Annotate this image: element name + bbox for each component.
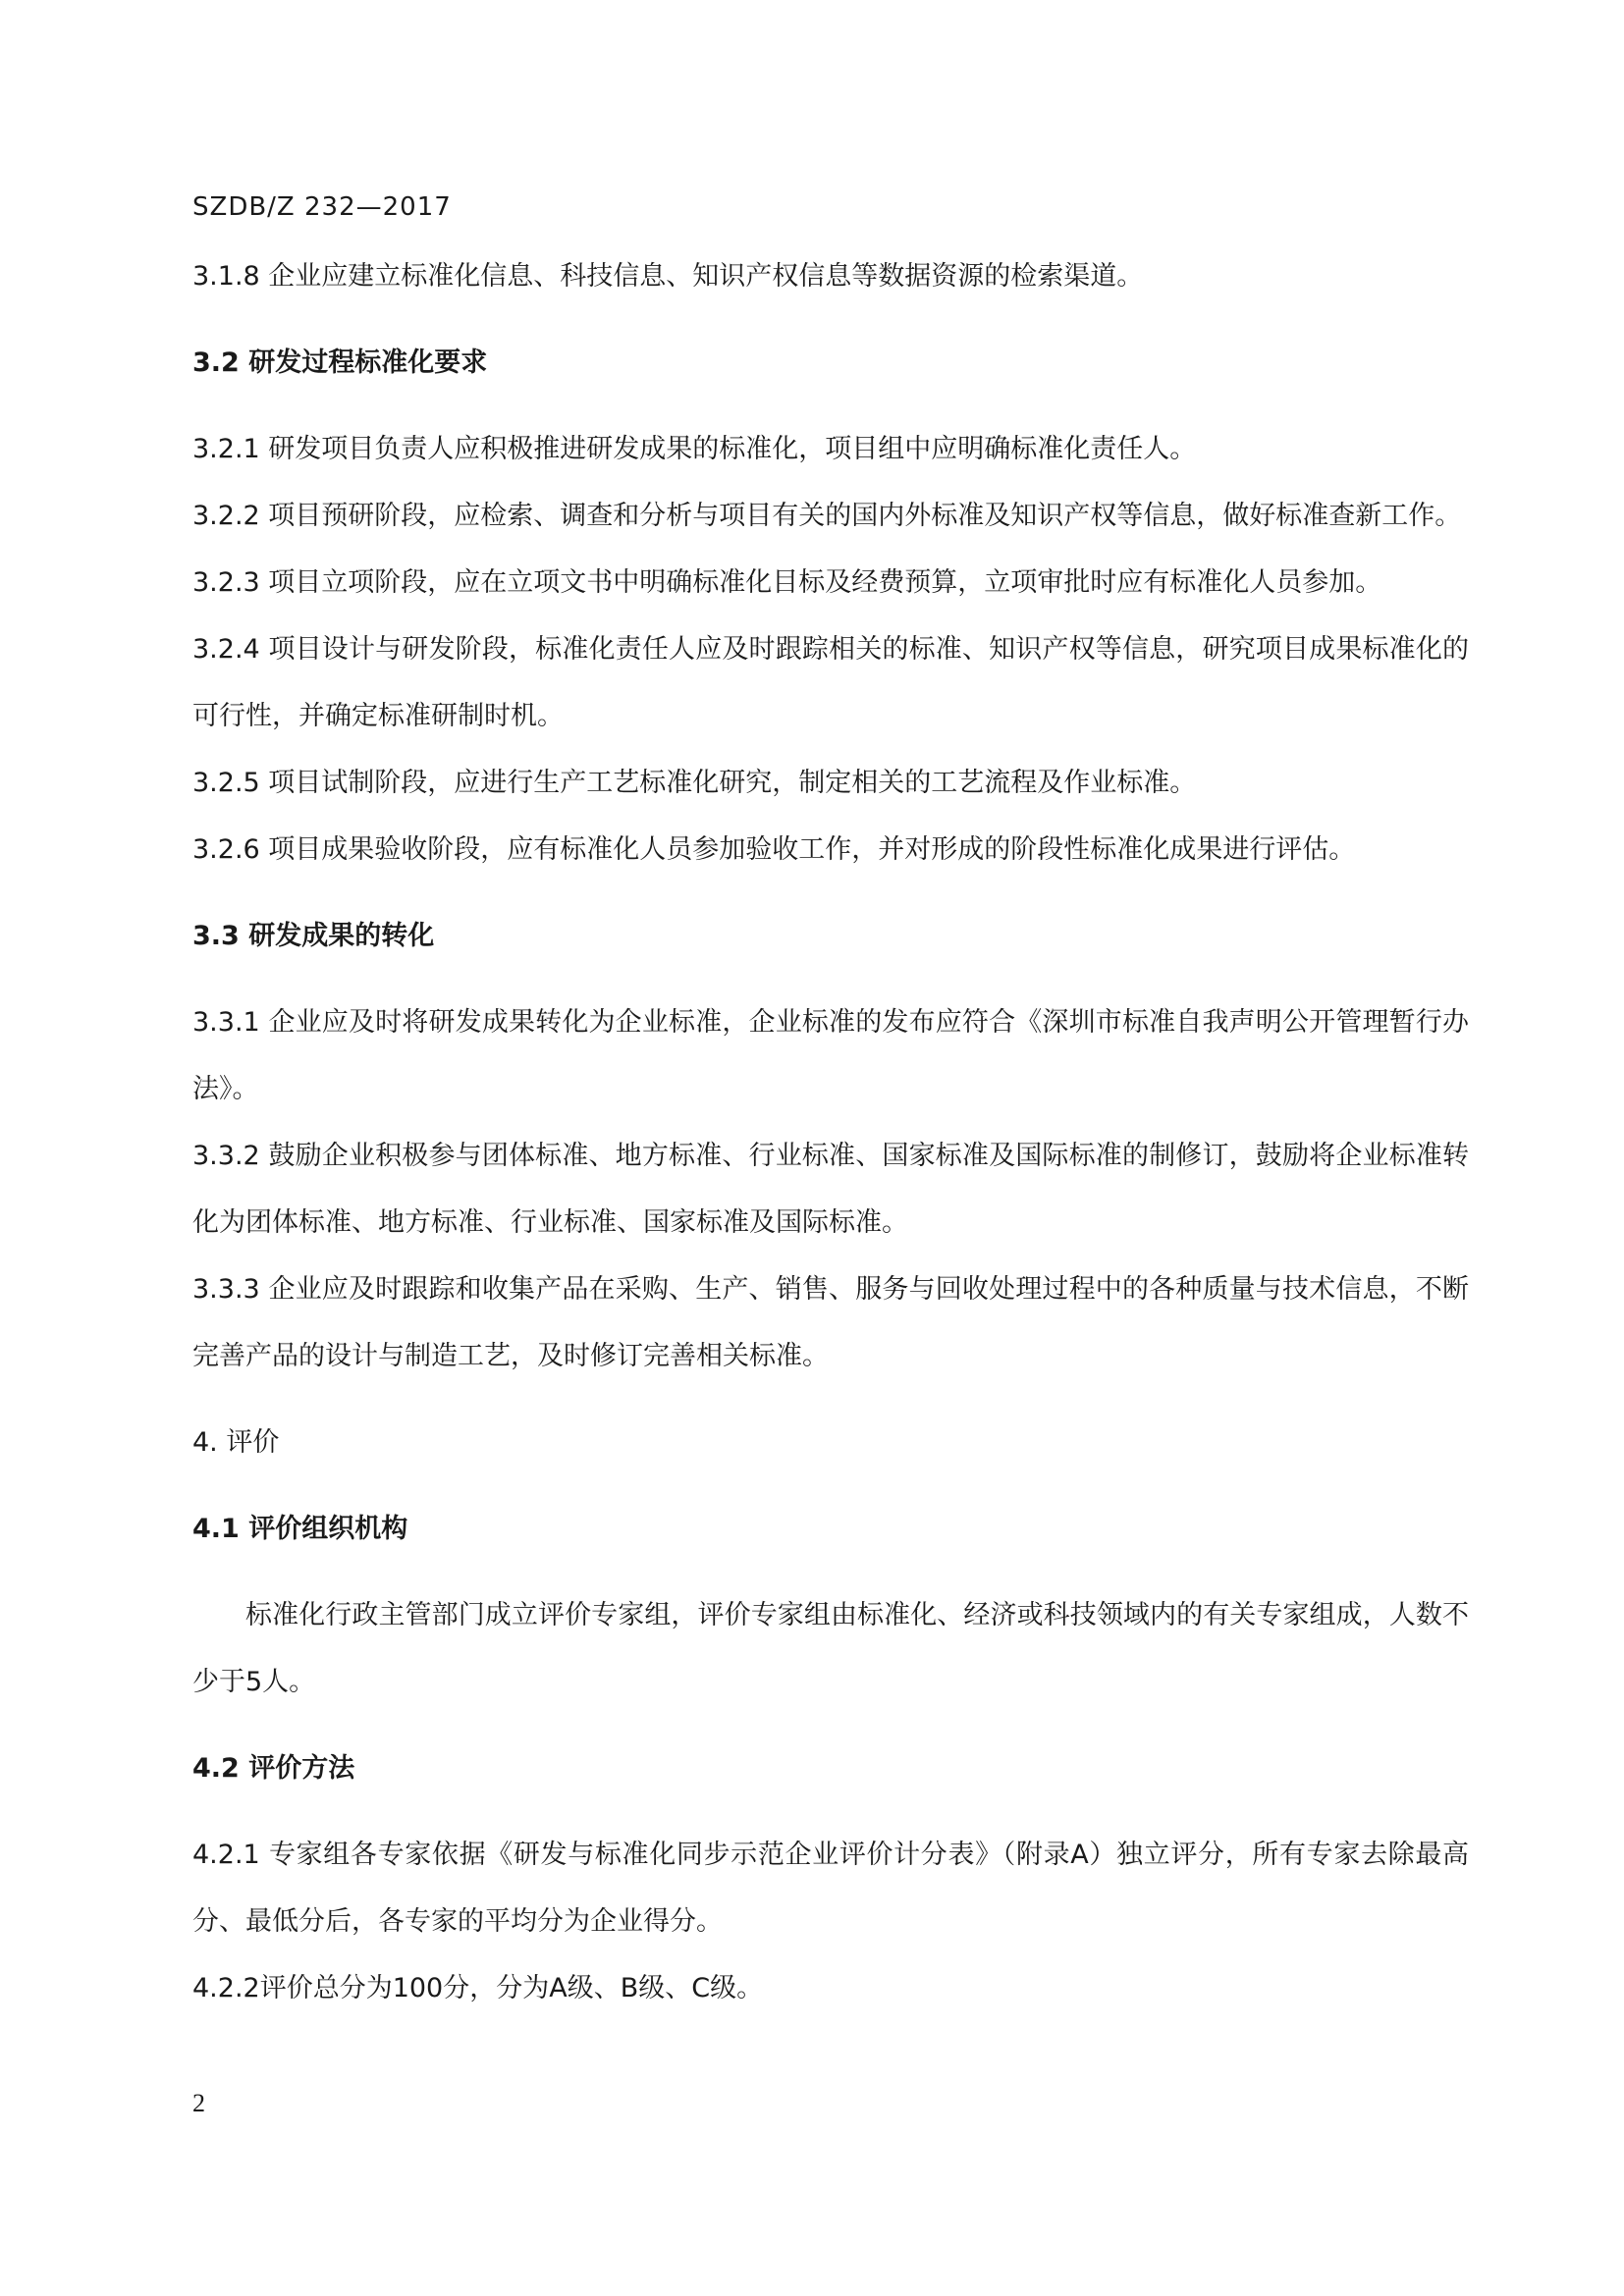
clause-3-2-5: 3.2.5 项目试制阶段，应进行生产工艺标准化研究，制定相关的工艺流程及作业标准。 xyxy=(192,768,1197,798)
document-code: SZDB/Z 232—2017 xyxy=(192,192,452,222)
clause-3-2-2: 3.2.2 项目预研阶段，应检索、调查和分析与项目有关的国内外标准及知识产权等信息，做好标准查新工作。 xyxy=(192,501,1462,531)
clause-3-2-4: 3.2.4 项目设计与研发阶段，标准化责任人应及时跟踪相关的标准、知识产权等信息，研究项目成果标准化的可行性，并确定标准研制时机。 xyxy=(192,634,1469,731)
clause-3-3-1: 3.3.1 企业应及时将研发成果转化为企业标准，企业标准的发布应符合《深圳市标准自我声明公开管理暂行办法》。 xyxy=(192,1007,1469,1104)
page-number: 2 xyxy=(192,2089,205,2117)
clause-3-1-8: 3.1.8 企业应建立标准化信息、科技信息、知识产权信息等数据资源的检索渠道。 xyxy=(192,261,1144,292)
clause-3-3-3: 3.3.3 企业应及时跟踪和收集产品在采购、生产、销售、服务与回收处理过程中的各种质量与技术信息，不断完善产品的设计与制造工艺，及时修订完善相关标准。 xyxy=(192,1274,1469,1371)
clause-3-2-3: 3.2.3 项目立项阶段，应在立项文书中明确标准化目标及经费预算，立项审批时应有标准化人员参加。 xyxy=(192,567,1382,598)
section-heading-4-2: 4.2 评价方法 xyxy=(192,1753,355,1784)
clause-4-2-1: 4.2.1 专家组各专家依据《研发与标准化同步示范企业评价计分表》（附录A）独立评分，所有专家去除最高分、最低分后，各专家的平均分为企业得分。 xyxy=(192,1840,1469,1937)
clause-3-3-2: 3.3.2 鼓励企业积极参与团体标准、地方标准、行业标准、国家标准及国际标准的制修订，鼓励将企业标准转化为团体标准、地方标准、行业标准、国家标准及国际标准。 xyxy=(192,1141,1469,1238)
section-heading-4-1: 4.1 评价组织机构 xyxy=(192,1514,408,1544)
clause-4-2-2: 4.2.2评价总分为100分，分为A级、B级、C级。 xyxy=(192,1973,764,2003)
clause-3-2-1: 3.2.1 研发项目负责人应积极推进研发成果的标准化，项目组中应明确标准化责任人。 xyxy=(192,434,1197,464)
section-heading-3-2: 3.2 研发过程标准化要求 xyxy=(192,347,488,378)
section-heading-4: 4. 评价 xyxy=(192,1427,280,1458)
clause-4-1-body: 标准化行政主管部门成立评价专家组，评价专家组由标准化、经济或科技领域内的有关专家组成，人数不少于5人。 xyxy=(192,1600,1469,1697)
clause-3-2-6: 3.2.6 项目成果验收阶段，应有标准化人员参加验收工作，并对形成的阶段性标准化成果进行评估。 xyxy=(192,834,1356,865)
document-body xyxy=(192,243,1469,2022)
section-heading-3-3: 3.3 研发成果的转化 xyxy=(192,921,435,951)
